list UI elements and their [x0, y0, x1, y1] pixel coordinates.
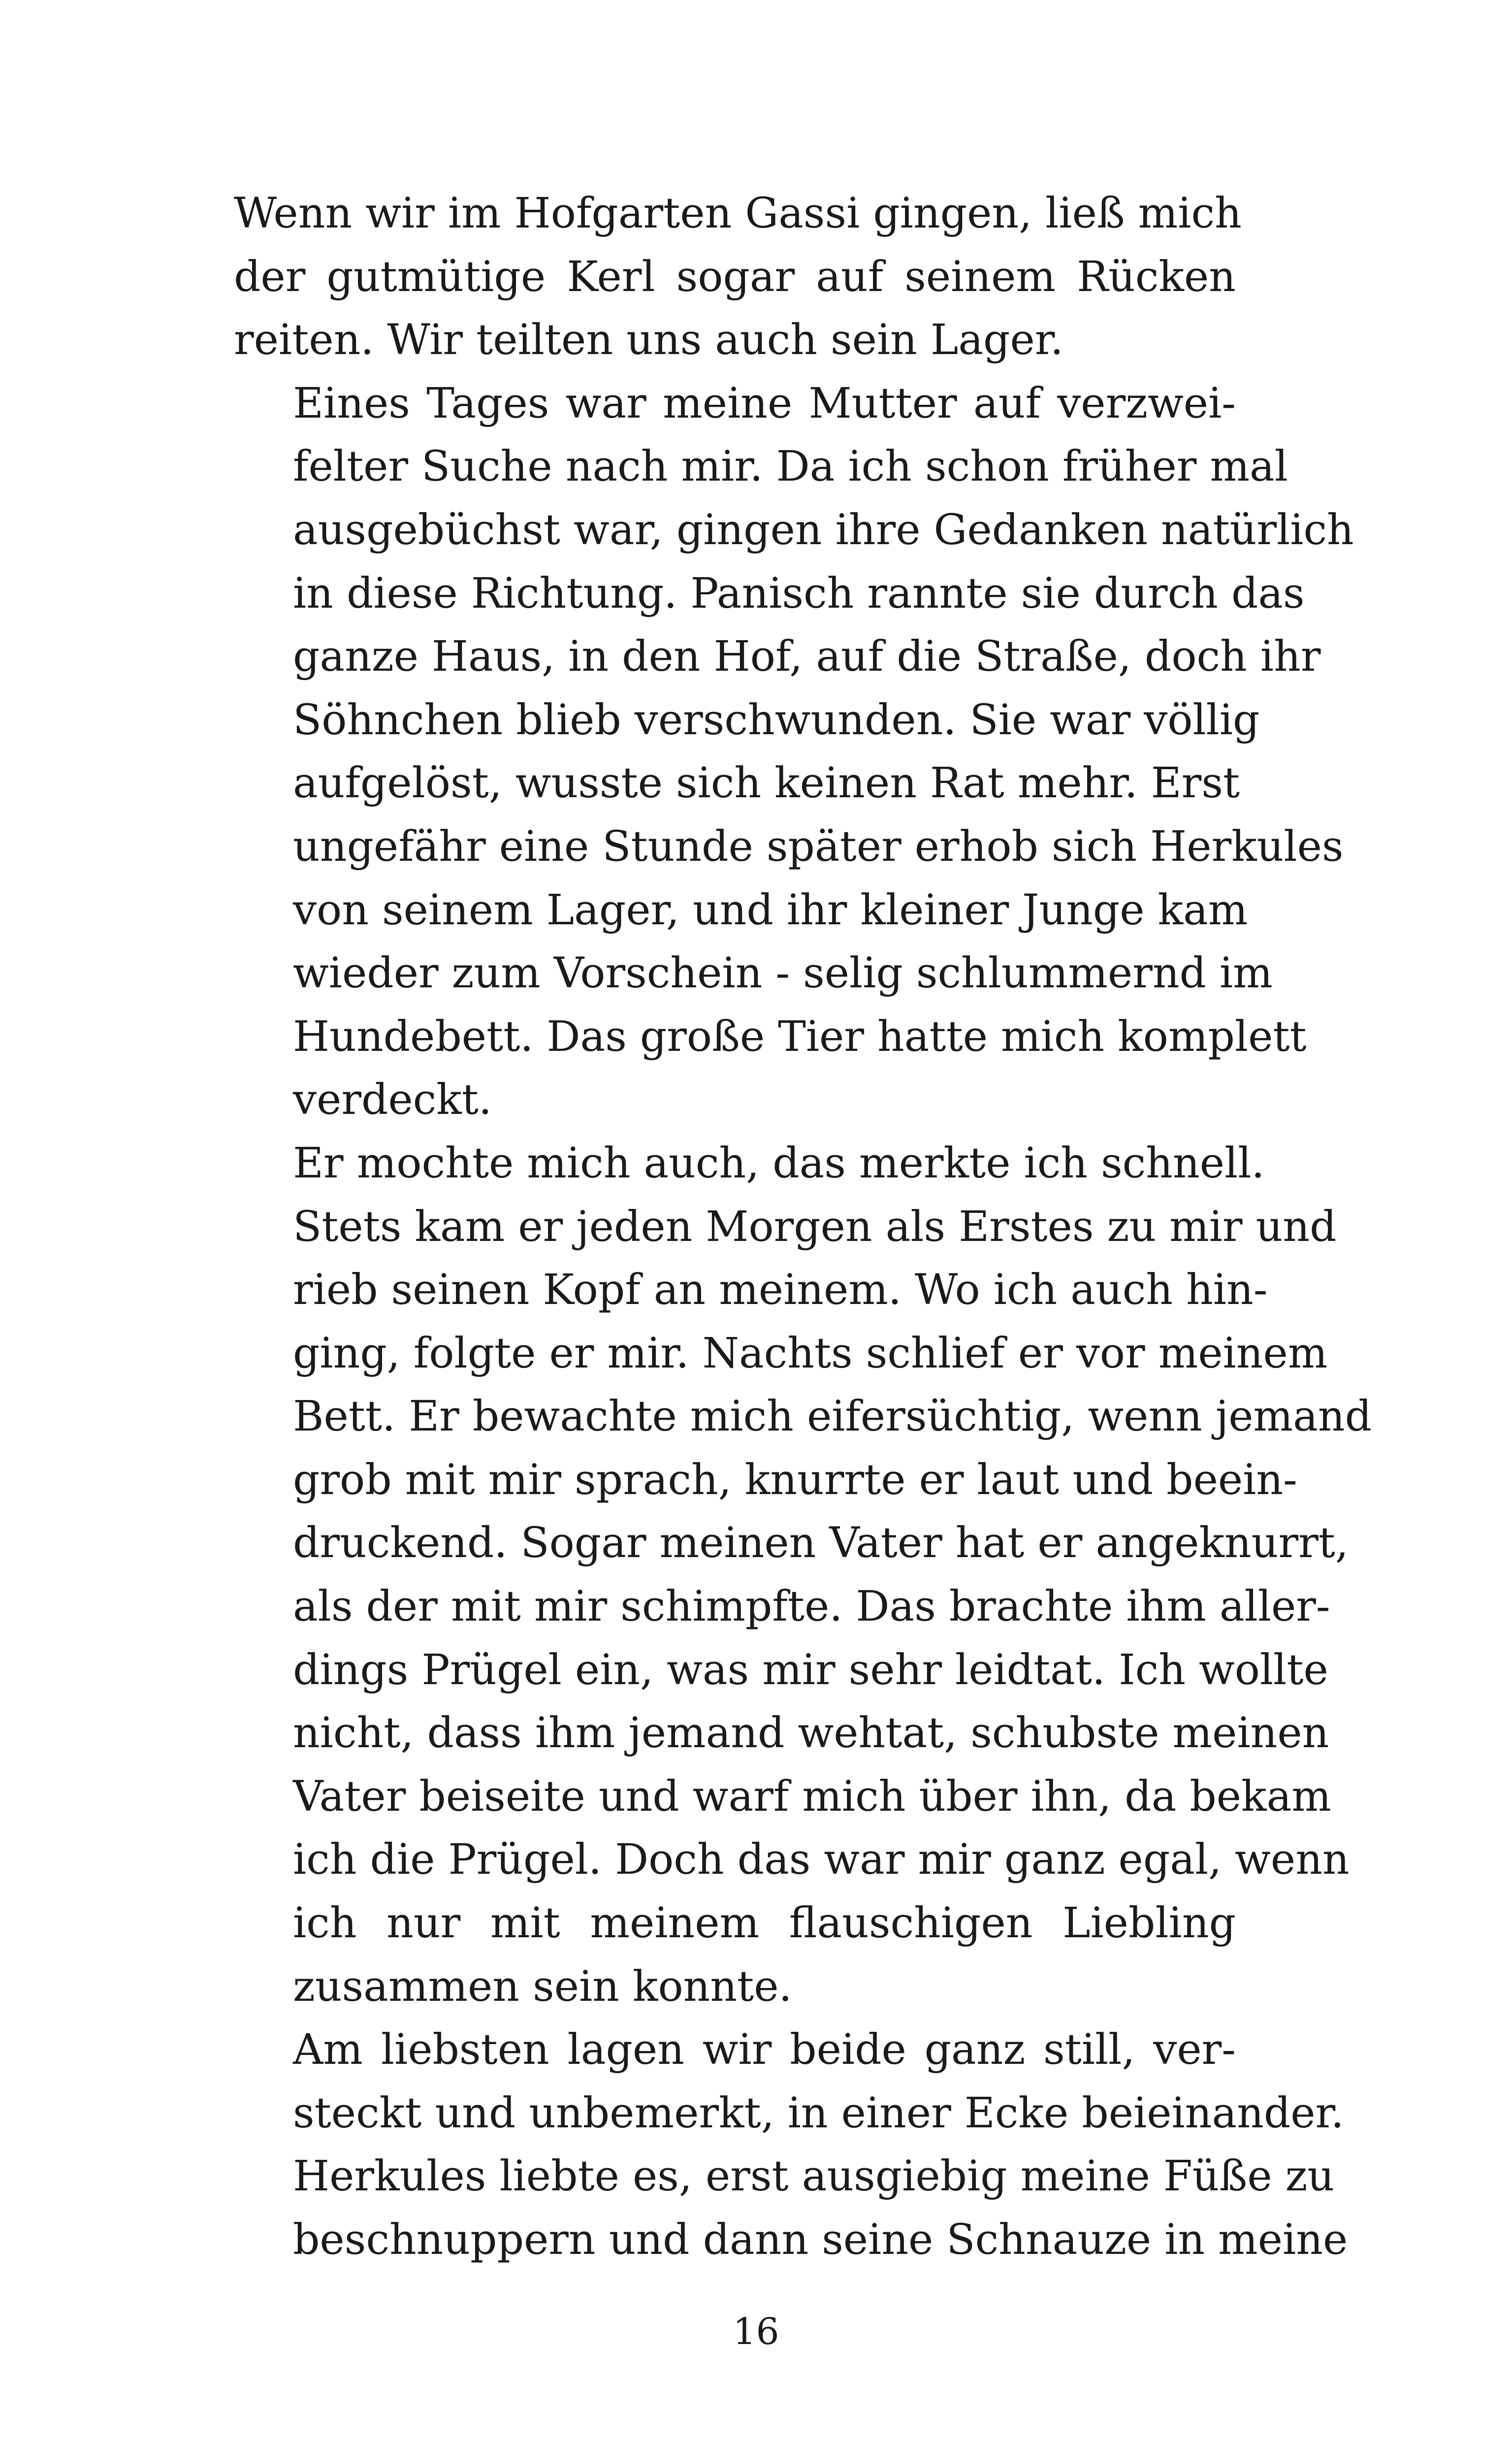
text-line: steckt und unbemerkt, in einer Ecke beieinander. [293, 2088, 1344, 2138]
page-number: 16 [733, 2311, 779, 2353]
text-line: aufgelöst, wusste sich keinen Rat mehr. Erst [293, 759, 1240, 808]
paragraph [234, 372, 1354, 1132]
text-line: Stets kam er jeden Morgen als Erstes zu mir und [293, 1202, 1337, 1251]
text-line: beschnuppern und dann seine Schnauze in meine [293, 2215, 1348, 2264]
text-line: ungefähr eine Stunde später erhob sich Herkules [293, 822, 1344, 871]
paragraph [234, 2019, 1348, 2272]
text-line: Eines Tages war meine Mutter auf verzwei- [293, 379, 1236, 428]
text-line: ganze Haus, in den Hof, auf die Straße, doch ihr [293, 632, 1321, 682]
text-line: ging, folgte er mir. Nachts schlief er vor meinem [293, 1329, 1328, 1378]
text-line: zusammen sein konnte. [293, 1962, 792, 2011]
text-line: felter Suche nach mir. Da ich schon früher mal [293, 442, 1288, 491]
text-line: rieb seinen Kopf an meinem. Wo ich auch hin- [293, 1266, 1268, 1315]
text-line: grob mit mir sprach, knurrte er laut und beein- [293, 1455, 1297, 1504]
text-line: dings Prügel ein, was mir sehr leidtat. Ich wollte [293, 1645, 1328, 1694]
paragraph [234, 182, 1242, 372]
text-line: als der mit mir schimpfte. Das brachte ihm aller- [293, 1582, 1330, 1631]
text-line: der gutmütige Kerl sogar auf seinem Rücken [234, 252, 1236, 301]
text-line: Am liebsten lagen wir beide ganz still, ver- [293, 2025, 1236, 2075]
text-line: Söhnchen blieb verschwunden. Sie war völlig [293, 695, 1260, 745]
text-line: ausgebüchst war, gingen ihre Gedanken natürlich [293, 505, 1354, 554]
body-text [234, 182, 1372, 2272]
text-line: druckend. Sogar meinen Vater hat er angeknurrt, [293, 1519, 1349, 1568]
text-line: verdeckt. [293, 1075, 492, 1125]
text-line: nicht, dass ihm jemand wehtat, schubste meinen [293, 1709, 1329, 1758]
text-line: Bett. Er bewachte mich eifersüchtig, wenn jemand [293, 1392, 1372, 1441]
text-line: Er mochte mich auch, das merkte ich schnell. [293, 1139, 1265, 1188]
text-line: ich nur mit meinem flauschigen Liebling [293, 1899, 1236, 1948]
text-line: in diese Richtung. Panisch rannte sie durch das [293, 569, 1305, 618]
text-line: von seinem Lager, und ihr kleiner Junge kam [293, 885, 1248, 935]
text-line: ich die Prügel. Doch das war mir ganz egal, wenn [293, 1835, 1350, 1885]
text-line: reiten. Wir teilten uns auch sein Lager. [234, 316, 1064, 365]
paragraph [234, 1132, 1372, 2019]
text-line: wieder zum Vorschein - selig schlummernd im [293, 949, 1273, 998]
text-line: Vater beiseite und warf mich über ihn, da bekam [293, 1772, 1331, 1821]
text-line: Wenn wir im Hofgarten Gassi gingen, ließ mich [234, 189, 1242, 238]
text-line: Hundebett. Das große Tier hatte mich komplett [293, 1012, 1307, 1061]
text-line: Herkules liebte es, erst ausgiebig meine Füße zu [293, 2152, 1335, 2201]
